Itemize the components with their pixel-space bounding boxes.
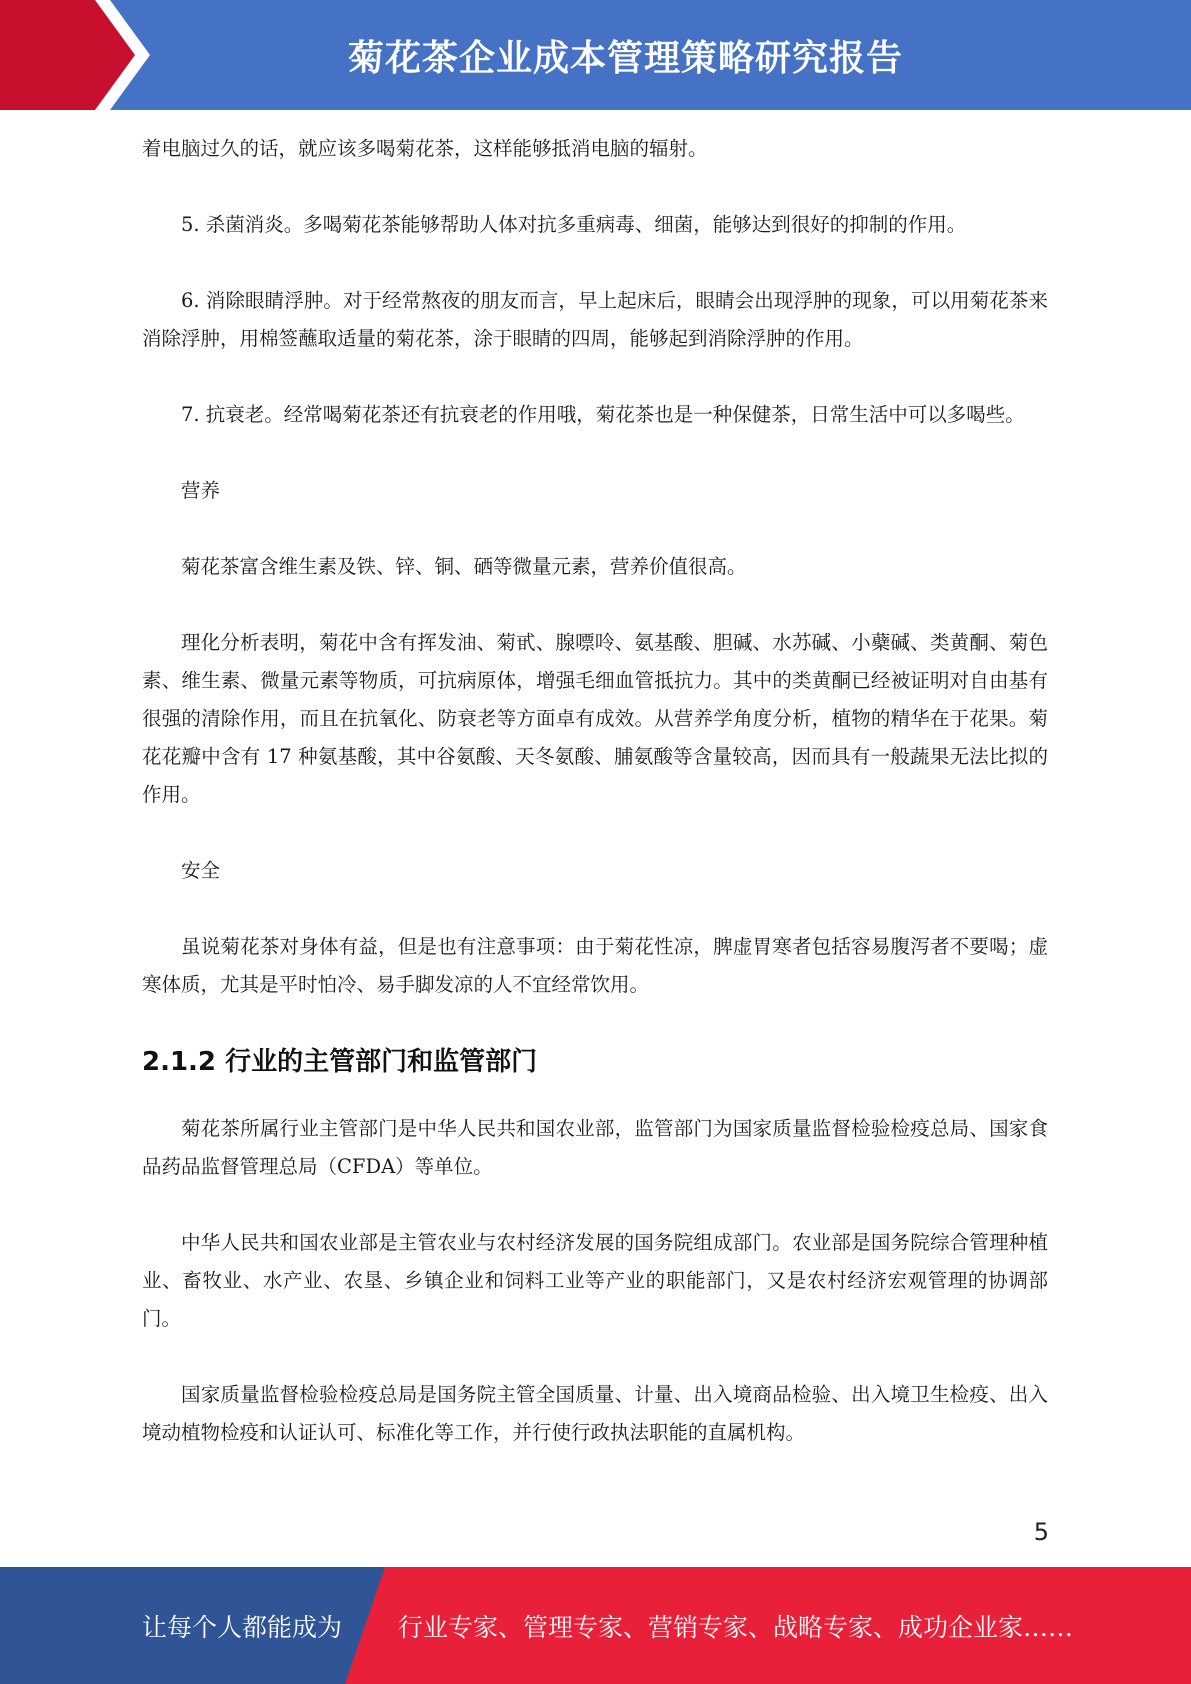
paragraph: 5. 杀菌消炎。多喝菊花茶能够帮助人体对抗多重病毒、细菌，能够达到很好的抑制的作用。 [181, 213, 967, 236]
paragraph: 菊花茶所属行业主管部门是中华人民共和国农业部，监管部门为国家质量监督检验检疫总局、国家食品药品监督管理总局（CFDA）等单位。 [142, 1117, 1048, 1178]
header-red-arrow [0, 0, 150, 110]
paragraph: 着电脑过久的话，就应该多喝菊花茶，这样能够抵消电脑的辐射。 [142, 137, 708, 160]
paragraph: 中华人民共和国农业部是主管农业与农村经济发展的国务院组成部门。农业部是国务院综合管理种植业、畜牧业、水产业、农垦、乡镇企业和饲料工业等产业的职能部门，又是农村经济宏观管理的协调部门。 [142, 1231, 1048, 1330]
paragraph: 国家质量监督检验检疫总局是国务院主管全国质量、计量、出入境商品检验、出入境卫生检疫、出入境动植物检疫和认证认可、标准化等工作，并行使行政执法职能的直属机构。 [142, 1383, 1048, 1444]
paragraph: 理化分析表明，菊花中含有挥发油、菊甙、腺嘌呤、氨基酸、胆碱、水苏碱、小蘗碱、类黄酮、菊色素、维生素、微量元素等物质，可抗病原体，增强毛细血管抵抗力。其中的类黄酮已经被证明对自由基有很强的清除作用，而且在抗氧化、防衰老等方面卓有成效。从营养学角度分析，植物的精华在于花果。菊花花瓣中含有 17 种氨基酸，其中谷氨酸、天冬氨酸、脯氨酸等含量较高，因而具有一般蔬果无法比拟的作用。 [142, 631, 1048, 806]
paragraph: 6. 消除眼睛浮肿。对于经常熬夜的朋友而言，早上起床后，眼睛会出现浮肿的现象，可以用菊花茶来消除浮肿，用棉签蘸取适量的菊花茶，涂于眼睛的四周，能够起到消除浮肿的作用。 [142, 289, 1048, 350]
subsection-label: 安全 [181, 859, 221, 882]
paragraph: 虽说菊花茶对身体有益，但是也有注意事项：由于菊花性凉，脾虚胃寒者包括容易腹泻者不要喝；虚寒体质，尤其是平时怕冷、易手脚发凉的人不宜经常饮用。 [142, 935, 1048, 996]
page-header [0, 0, 1191, 110]
section-heading: 2.1.2 行业的主管部门和监管部门 [142, 1047, 538, 1077]
footer-slogan-left: 让每个人都能成为 [142, 1612, 343, 1642]
page-content [142, 130, 1048, 1490]
paragraph: 7. 抗衰老。经常喝菊花茶还有抗衰老的作用哦，菊花茶也是一种保健茶，日常生活中可以多喝些。 [181, 403, 1025, 426]
page-number: 5 [1033, 1518, 1049, 1546]
page-footer [0, 1567, 1191, 1684]
paragraph: 菊花茶富含维生素及铁、锌、铜、硒等微量元素，营养价值很高。 [181, 555, 747, 578]
document-title: 菊花茶企业成本管理策略研究报告 [347, 37, 903, 79]
subsection-label: 营养 [181, 479, 221, 502]
footer-slogan-right: 行业专家、管理专家、营销专家、战略专家、成功企业家…… [398, 1612, 1074, 1642]
